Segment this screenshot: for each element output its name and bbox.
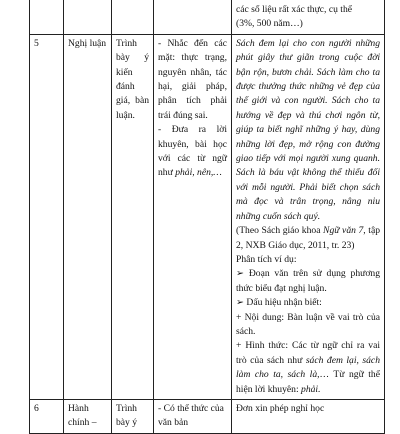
features-cell: - Có thể thức của văn bản	[154, 399, 232, 433]
analysis-title: Phân tích ví dụ:	[236, 253, 297, 265]
features-point-2: - Đưa ra lời khuyên, bài học với các từ ngữ như phải, nên,…	[158, 124, 227, 179]
analysis-bullet-1: ➢ Đoạn văn trên sử dụng phương thức biểu đạt nghị luận.	[236, 268, 380, 294]
purpose-cell: Trình bày ý kiến đánh giá, bàn luận.	[112, 34, 154, 399]
row-number: 6	[30, 399, 64, 433]
purpose-cell: Trình bày ý	[112, 399, 154, 433]
example-source: (Theo Sách giáo khoa Ngữ văn 7, tập 2, NXB Giáo dục, 2011, tr. 23)	[236, 225, 380, 251]
type-name-cell: Hành chính –	[64, 399, 112, 433]
features-cell	[154, 34, 232, 399]
example-cell	[232, 34, 385, 399]
content-point: + Nội dung: Bàn luận về vai trò của sách.	[236, 311, 380, 337]
table-row-administrative	[30, 399, 385, 433]
example-cell: Đơn xin phép nghỉ học	[232, 399, 385, 433]
expression-types-table	[29, 0, 385, 434]
form-point: + Hình thức: Các từ ngữ chỉ ra vai trò của sách như sách đem lại, sách làm cho ta, sách là,… Từ ngữ thể hiện lời khuyên: phải.	[236, 340, 380, 395]
analysis-bullet-2: ➢ Dấu hiệu nhận biết:	[236, 297, 322, 309]
type-name-cell: Nghị luận	[64, 34, 112, 399]
example-quote: Sách đem lại cho con người những phút giây thư giãn trong cuộc đời bận rộn, bươn chải. Sách làm cho ta được thưởng thức những vẻ đẹp của thế giới và con người. Sách cho ta hướng về đẹp và thú chơi ngôn từ, giúp ta biết nghĩ những ý hay, dùng những lời đẹp, mở rộng con đường giao tiếp với mọi người xung quanh. Sách là báu vật không thể thiếu đối với mỗi người. Phải biết chọn sách mà đọc và trân trọng, nâng niu những cuốn sách quý.	[236, 37, 380, 222]
row-number: 5	[30, 34, 64, 399]
previous-example-figures: (3%, 500 năm…)	[236, 18, 303, 30]
features-point-1: - Nhắc đến các mặt: thực trạng, nguyên nhân, tác hại, giải pháp, phân tích phải trái đúng sai.	[158, 37, 227, 121]
table-row-argumentative	[30, 34, 385, 399]
previous-example-line: các số liệu rất xác thực, cụ thể	[236, 4, 353, 15]
table-row-previous	[30, 0, 385, 34]
example-cell-previous	[232, 0, 385, 34]
